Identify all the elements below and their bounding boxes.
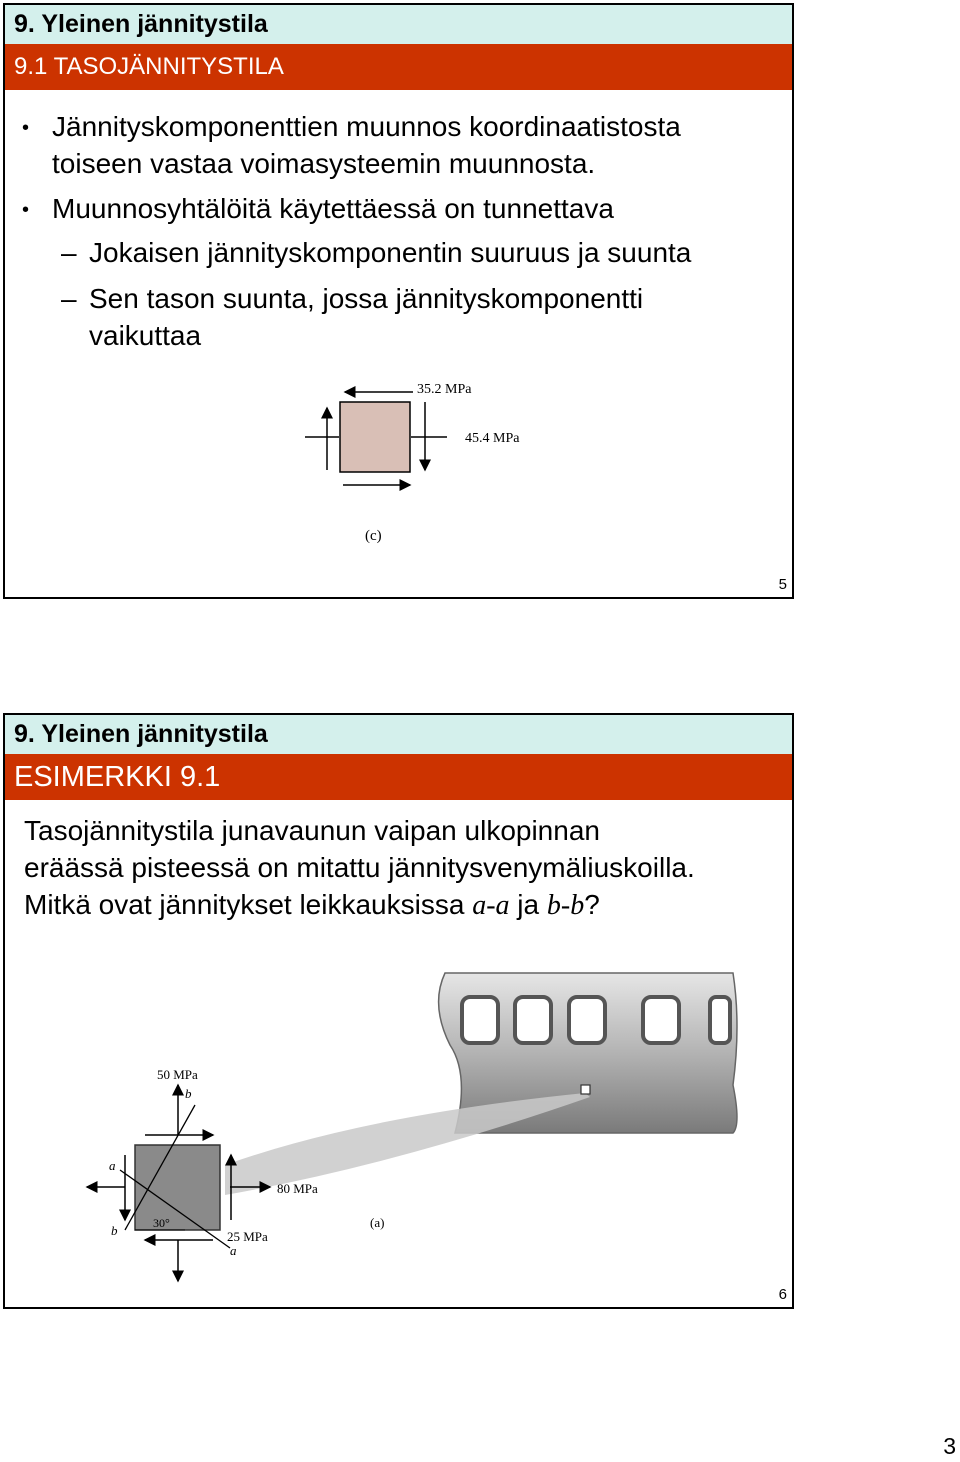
subitem-1: Jokaisen jännityskomponentin suuruus ja suunta	[89, 237, 692, 268]
document-page-number: 3	[943, 1433, 956, 1459]
example-line3-ja: ja	[509, 889, 547, 920]
label-50-mpa: 50 MPa	[157, 1067, 198, 1082]
dash-icon: –	[61, 237, 77, 268]
label-30-deg: 30°	[153, 1216, 170, 1230]
slide-header: 9. Yleinen jännitystila	[5, 715, 792, 754]
figure-caption: (c)	[365, 528, 382, 544]
section-b-b: b-b	[546, 890, 585, 921]
train-car-figure	[65, 965, 755, 1285]
label-b-left: b	[111, 1223, 118, 1238]
subitem-2-line1: Sen tason suunta, jossa jännityskomponentti	[89, 283, 644, 314]
slide-6	[3, 713, 794, 1309]
stress-element-square	[135, 1145, 220, 1230]
subitem-2-line2: vaikuttaa	[89, 320, 202, 351]
dash-icon: –	[61, 283, 77, 314]
stress-element-figure	[295, 370, 565, 550]
slide-5	[3, 3, 794, 599]
window-icon	[462, 997, 498, 1043]
slide-subheader: ESIMERKKI 9.1	[5, 754, 792, 800]
window-icon	[515, 997, 551, 1043]
gauge-point-marker	[581, 1085, 590, 1094]
label-35-2-mpa: 35.2 MPa	[417, 382, 472, 397]
window-icon	[710, 997, 730, 1043]
bullet-1	[52, 108, 681, 182]
bullet-1-line2: toiseen vastaa voimasysteemin muunnosta.	[52, 148, 596, 179]
slide-page-number: 6	[778, 1286, 787, 1303]
example-line3-text: Mitkä ovat jännitykset leikkauksissa	[24, 889, 473, 920]
label-45-4-mpa: 45.4 MPa	[465, 431, 520, 446]
example-line1: Tasojännitystila junavaunun vaipan ulkopinnan	[24, 815, 600, 846]
bullet-icon: •	[22, 117, 30, 139]
label-b-top: b	[185, 1086, 192, 1101]
bullet-icon: •	[22, 199, 30, 221]
example-text	[24, 812, 695, 924]
figure-caption: (a)	[370, 1215, 385, 1230]
label-a-bottom: a	[230, 1243, 237, 1258]
example-line3	[24, 886, 695, 924]
bullet-1-line1: Jännityskomponenttien muunnos koordinaatistosta	[52, 111, 681, 142]
section-a-a: a-a	[472, 890, 510, 921]
window-icon	[569, 997, 605, 1043]
example-line3-q: ?	[584, 889, 600, 920]
subitem-2	[89, 280, 643, 354]
projection-cone	[225, 1093, 590, 1195]
example-line2: eräässä pisteessä on mitattu jännitysvenymäliuskoilla.	[24, 852, 695, 883]
slide-subheader: 9.1 TASOJÄNNITYSTILA	[5, 44, 792, 90]
label-80-mpa: 80 MPa	[277, 1181, 318, 1196]
stress-element-square	[340, 402, 410, 472]
label-25-mpa: 25 MPa	[227, 1229, 268, 1244]
slide-page-number: 5	[778, 576, 787, 593]
label-a-left: a	[109, 1158, 116, 1173]
window-icon	[643, 997, 679, 1043]
slide-header: 9. Yleinen jännitystila	[5, 5, 792, 44]
bullet-2: Muunnosyhtälöitä käytettäessä on tunnettava	[52, 193, 614, 224]
